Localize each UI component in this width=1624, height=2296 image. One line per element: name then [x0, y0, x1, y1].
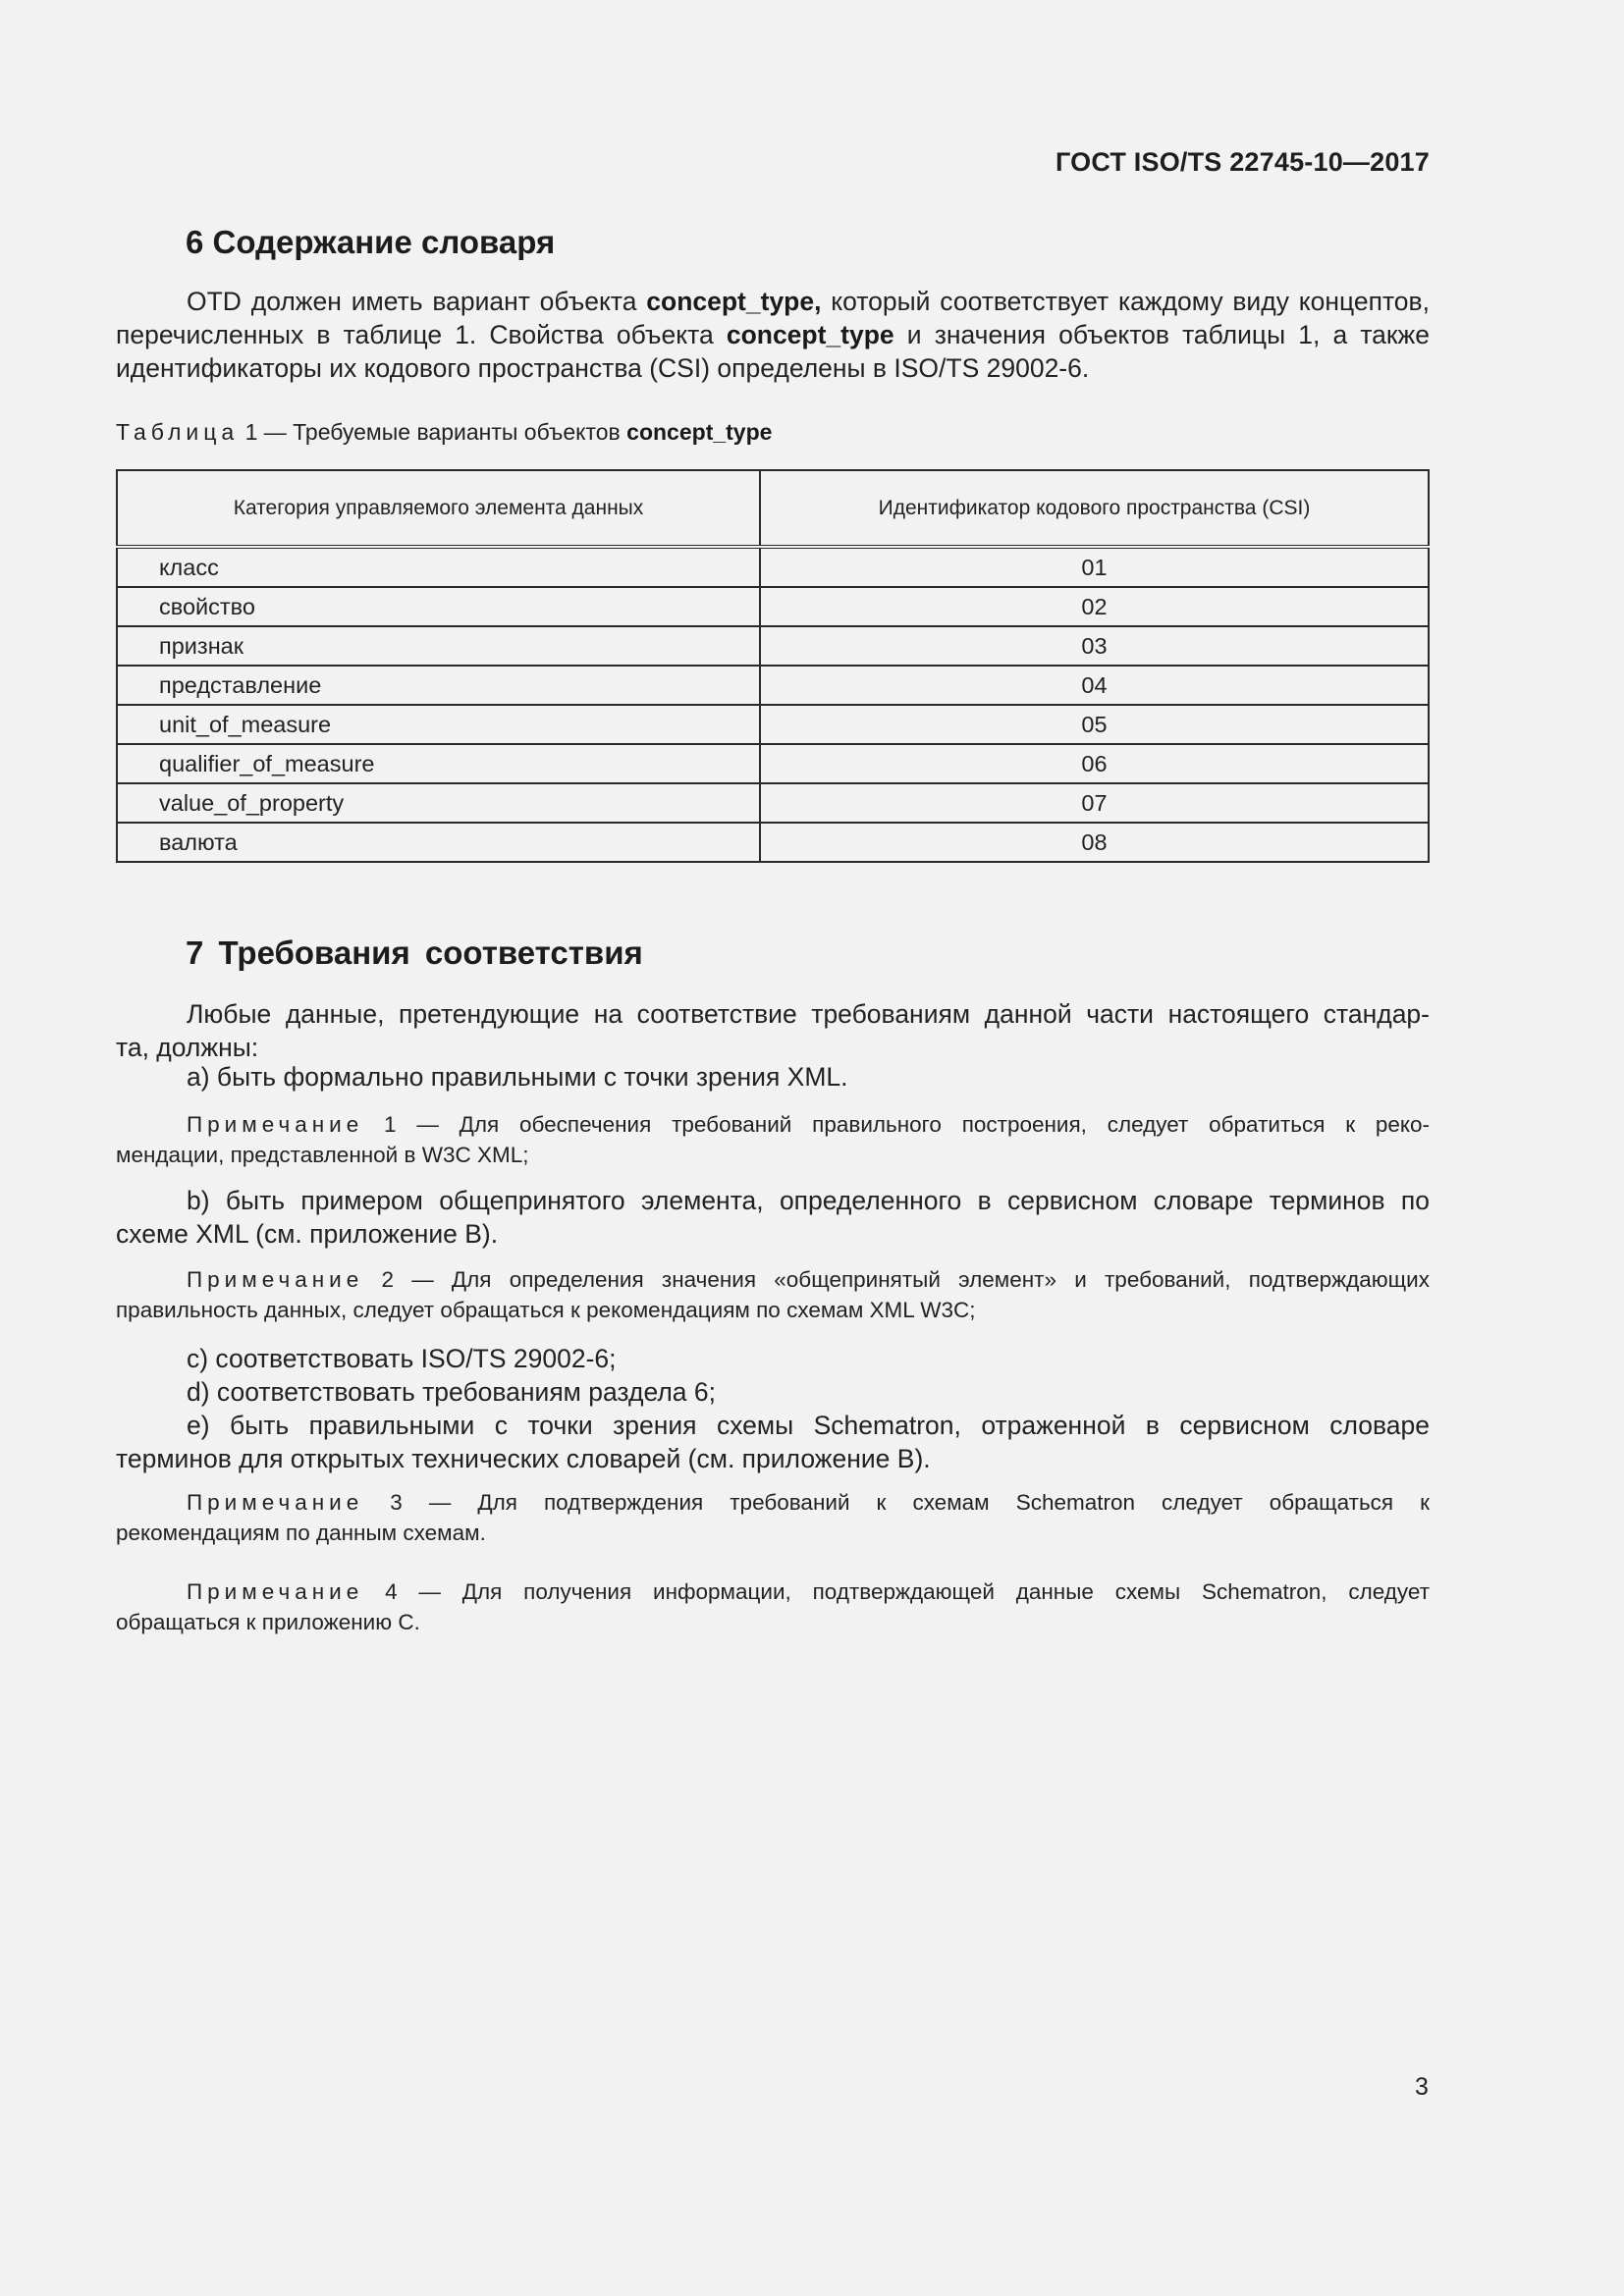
category-cell: признак [117, 626, 760, 666]
note-text: 1 — Для обеспечения требований правильного построения, следует обратиться к реко- [363, 1112, 1430, 1137]
category-cell: представление [117, 666, 760, 705]
requirement-item-b [116, 1184, 1430, 1251]
section-7-heading: 7 Требования соответствия [186, 934, 643, 971]
table-row [117, 705, 1429, 744]
category-cell: свойство [117, 587, 760, 626]
category-cell: qualifier_of_measure [117, 744, 760, 783]
table-header-row [117, 470, 1429, 547]
requirement-item-e [116, 1409, 1430, 1475]
table-row [117, 823, 1429, 862]
table-row [117, 783, 1429, 823]
note-3 [116, 1487, 1430, 1548]
category-cell: валюта [117, 823, 760, 862]
table-1 [116, 469, 1430, 863]
note-line [116, 1109, 1430, 1140]
requirement-item-c: с) соответствовать ISO/TS 29002-6; [187, 1344, 617, 1373]
note-text: 2 — Для определения значения «общепринятый элемент» и требований, подтверждающих [363, 1267, 1430, 1292]
csi-cell: 07 [760, 783, 1429, 823]
csi-cell: 08 [760, 823, 1429, 862]
paragraph-line: b) быть примером общепринятого элемента, определенного в сервисном словаре терминов по [187, 1186, 1430, 1215]
table-row [117, 744, 1429, 783]
csi-cell: 02 [760, 587, 1429, 626]
paragraph-line: e) быть правильными с точки зрения схемы Schematron, отраженной в сервисном словаре [187, 1411, 1430, 1440]
paragraph-line: схеме XML (см. приложение В). [116, 1219, 499, 1249]
text-run: который соответствует каждому виду концептов, [821, 287, 1430, 316]
term-concept-type: concept_type, [646, 287, 822, 316]
note-line: рекомендациям по данным схемам. [116, 1521, 486, 1545]
table-row [117, 666, 1429, 705]
table-1-caption [116, 419, 772, 446]
caption-term: concept_type [626, 419, 773, 445]
document-standard-id: ГОСТ ISO/TS 22745-10—2017 [1056, 147, 1430, 177]
note-4 [116, 1576, 1430, 1637]
caption-text: 1 — Требуемые варианты объектов [239, 419, 627, 445]
category-cell: класс [117, 547, 760, 587]
note-line [116, 1576, 1430, 1607]
paragraph-line: идентификаторы их кодового пространства (CSI) определены в ISO/TS 29002-6. [116, 353, 1090, 383]
paragraph-line: та, должны: [116, 1033, 259, 1062]
csi-cell: 06 [760, 744, 1429, 783]
section-7-intro [116, 997, 1430, 1064]
column-header-csi: Идентификатор кодового пространства (CSI) [760, 470, 1429, 547]
section-6-heading: 6 Содержание словаря [186, 224, 556, 260]
paragraph-line: терминов для открытых технических словарей (см. приложение В). [116, 1444, 931, 1473]
requirement-item-d: d) соответствовать требованиям раздела 6; [187, 1377, 716, 1407]
term-concept-type: concept_type [726, 320, 894, 349]
caption-label: Таблица [116, 419, 240, 445]
requirement-item-a: а) быть формально правильными с точки зрения XML. [187, 1062, 848, 1092]
category-cell: value_of_property [117, 783, 760, 823]
text-run: перечисленных в таблице 1. Свойства объекта [116, 320, 727, 349]
column-header-category: Категория управляемого элемента данных [117, 470, 760, 547]
text-run: и значения объектов таблицы 1, а также [893, 320, 1430, 349]
page-number: 3 [1415, 2073, 1429, 2101]
note-text: 3 — Для подтверждения требований к схемам Schematron следует обращаться к [363, 1490, 1430, 1515]
table-row [117, 587, 1429, 626]
paragraph-line [116, 318, 1430, 351]
note-line [116, 1264, 1430, 1295]
note-line: обращаться к приложению С. [116, 1610, 420, 1634]
note-label: Примечание [187, 1579, 364, 1604]
section-6-paragraph [116, 285, 1430, 385]
category-cell: unit_of_measure [117, 705, 760, 744]
note-label: Примечание [187, 1490, 364, 1515]
paragraph-line [116, 285, 1430, 318]
note-line: мендации, представленной в W3C XML; [116, 1143, 529, 1167]
note-label: Примечание [187, 1112, 364, 1137]
csi-cell: 05 [760, 705, 1429, 744]
note-line: правильность данных, следует обращаться к рекомендациям по схемам XML W3C; [116, 1298, 976, 1322]
text-run: OTD должен иметь вариант объекта [187, 287, 647, 316]
csi-cell: 01 [760, 547, 1429, 587]
note-1 [116, 1109, 1430, 1170]
table-row [117, 626, 1429, 666]
table-row [117, 547, 1429, 587]
note-label: Примечание [187, 1267, 364, 1292]
note-line [116, 1487, 1430, 1518]
csi-cell: 03 [760, 626, 1429, 666]
note-text: 4 — Для получения информации, подтверждающей данные схемы Schematron, следует [363, 1579, 1430, 1604]
note-2 [116, 1264, 1430, 1325]
paragraph-line: Любые данные, претендующие на соответствие требованиям данной части настоящего стандар- [187, 999, 1430, 1029]
csi-cell: 04 [760, 666, 1429, 705]
